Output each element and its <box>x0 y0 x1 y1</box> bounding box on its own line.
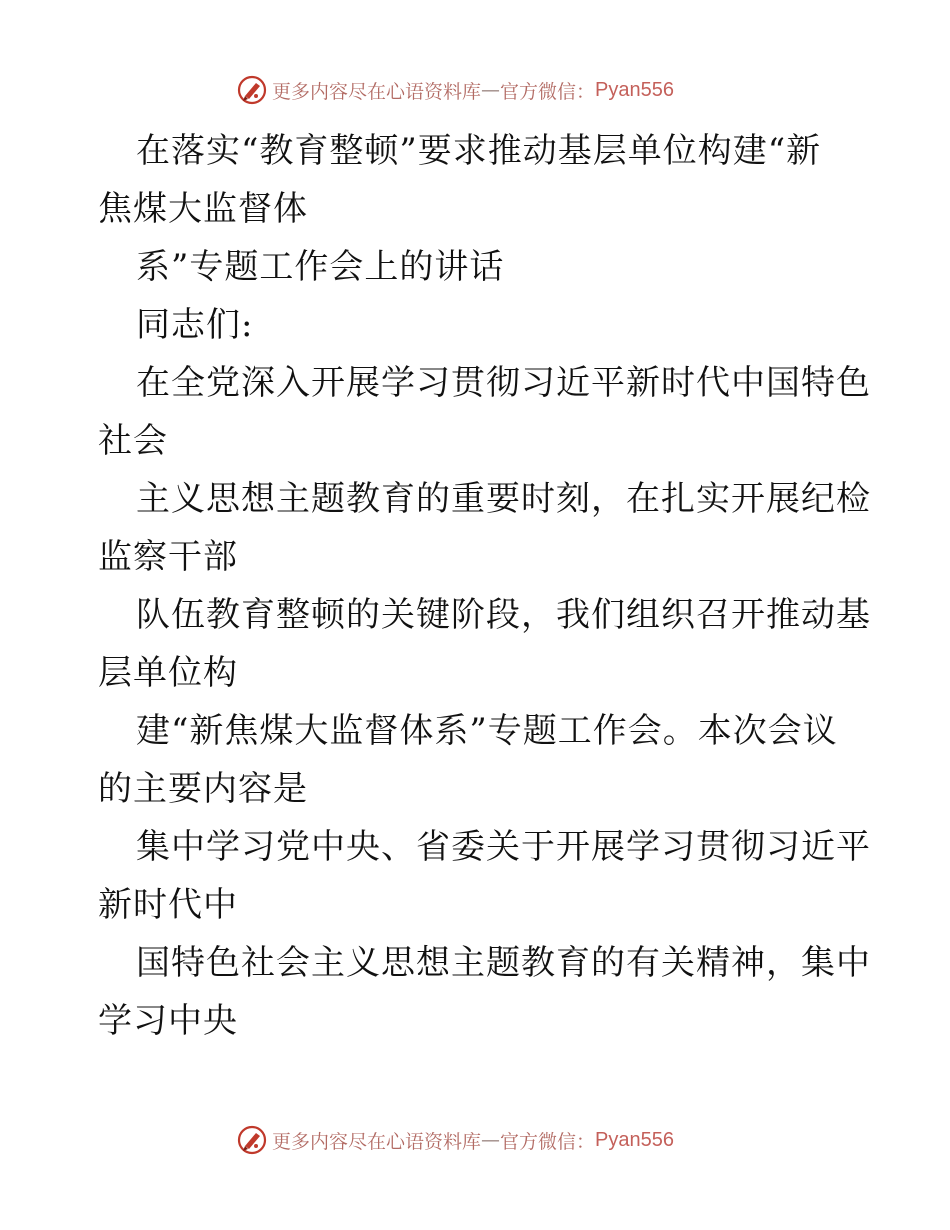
paragraph-line: 国特色社会主义思想主题教育的有关精神，集中 <box>136 943 871 983</box>
wechat-label: 官方微信： <box>500 1130 596 1153</box>
title-line-1: 在落实“教育整顿”要求推动基层单位构建“新 <box>136 131 822 171</box>
paragraph-line: 监察干部 <box>98 537 238 577</box>
banner-separator: — <box>481 1129 501 1151</box>
pen-logo-icon <box>236 74 268 106</box>
salutation: 同志们: <box>136 305 254 345</box>
paragraph-line: 新时代中 <box>98 885 238 925</box>
site-name-text: 更多内容尽在心语资料库 <box>272 1130 482 1153</box>
paragraph-line: 的主要内容是 <box>98 769 308 809</box>
title-line-3: 系”专题工作会上的讲话 <box>136 247 505 287</box>
wechat-label: 官方微信： <box>500 80 596 103</box>
paragraph-line: 在全党深入开展学习贯彻习近平新时代中国特色 <box>136 363 871 403</box>
paragraph-line: 队伍教育整顿的关键阶段，我们组织召开推动基 <box>136 595 871 635</box>
paragraph-line: 主义思想主题教育的重要时刻，在扎实开展纪检 <box>136 479 871 519</box>
paragraph-line: 社会 <box>98 421 168 461</box>
paragraph-line: 学习中央 <box>98 1001 238 1041</box>
document-body <box>98 122 871 1050</box>
header-banner <box>236 72 674 108</box>
wechat-id: Pyan556 <box>595 78 674 101</box>
site-name-text: 更多内容尽在心语资料库 <box>272 80 482 103</box>
paragraph-line: 集中学习党中央、省委关于开展学习贯彻习近平 <box>136 827 871 867</box>
paragraph-line: 建“新焦煤大监督体系”专题工作会。本次会议 <box>136 711 838 751</box>
wechat-id: Pyan556 <box>595 1128 674 1151</box>
pen-logo-icon <box>236 1124 268 1156</box>
footer-banner <box>236 1122 674 1158</box>
paragraph-line: 层单位构 <box>98 653 238 693</box>
banner-separator: — <box>481 79 501 101</box>
title-line-2: 焦煤大监督体 <box>98 189 308 229</box>
